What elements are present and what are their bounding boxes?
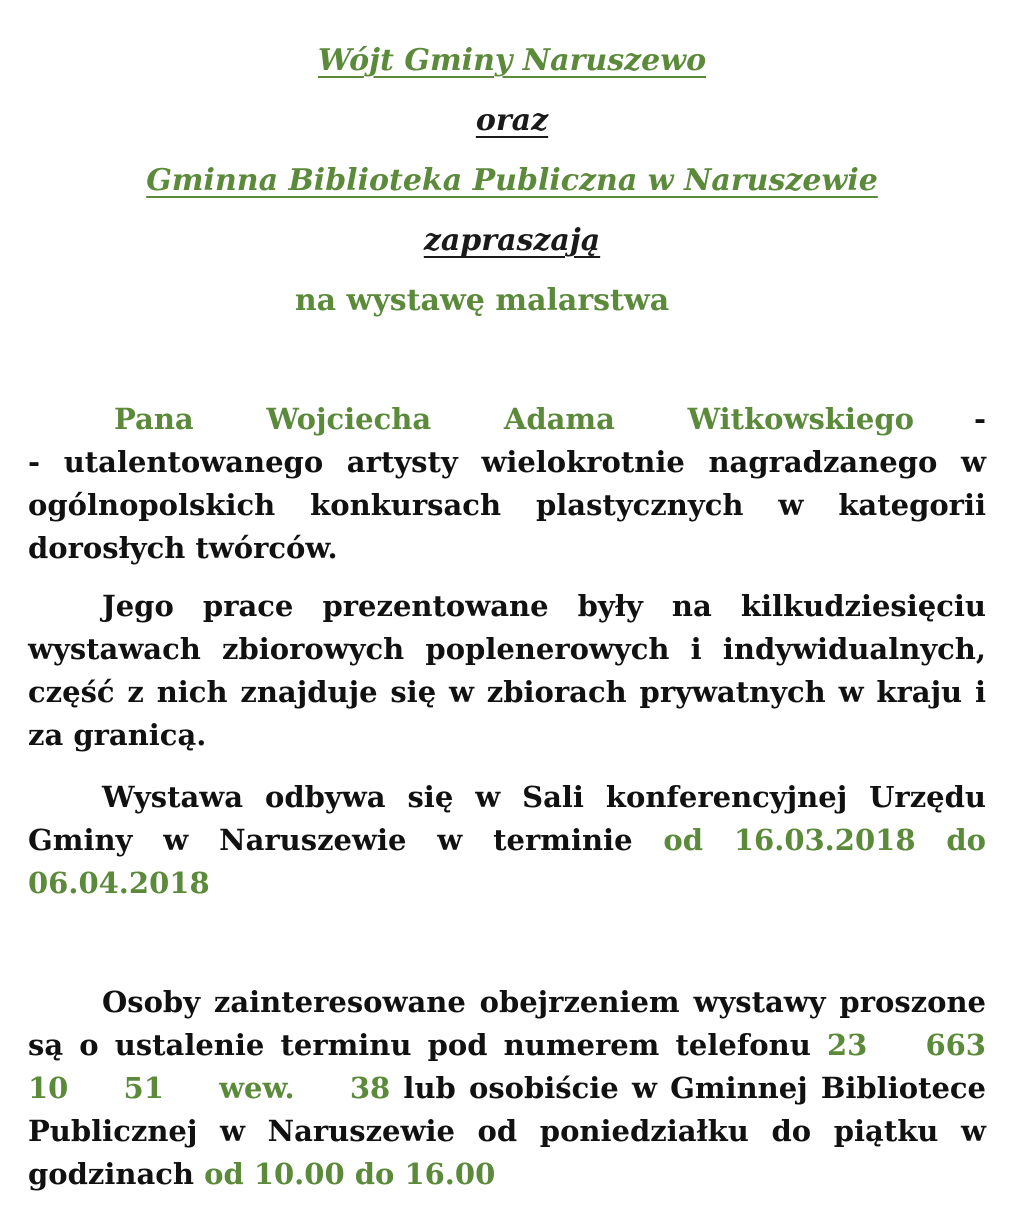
contact-text-middle: lub osobiście w Gminnej Bibliotece Publicznej w Naruszewie od poniedziałku do piątku w godzinach [28,1071,987,1191]
artist-paragraph [28,398,986,570]
artist-name: Pana Wojciecha Adama Witkowskiego [114,402,914,436]
artist-description: - utalentowanego artysty wielokrotnie nagradzanego w ogólnopolskich konkursach plastycznych w kategorii dorosłych twórców. [28,445,986,565]
header-exhibition-type: na wystawę malarstwa [294,283,670,318]
works-text: Jego prace prezentowane były na kilkudziesięciu wystawach zbiorowych poplenerowych i indywidualnych, część z nich znajduje się w zbiorach prywatnych w kraju i za granicą. [28,589,986,752]
header-invite: zapraszają [423,223,601,258]
header-library: Gminna Biblioteka Publiczna w Naruszewie [146,163,878,198]
artist-dash: - [973,402,986,436]
works-paragraph [28,585,986,757]
exhibition-text: Wystawa odbywa się w Sali konferencyjnej Urzędu Gminy w Naruszewie w terminie [28,780,986,857]
contact-hours: od 10.00 do 16.00 [204,1157,496,1191]
header-conjunction: oraz [475,103,549,138]
contact-phone: 23 663 10 51 wew. 38 [28,1028,986,1105]
exhibition-paragraph [28,776,986,905]
exhibition-dates: od 16.03.2018 do 06.04.2018 [28,823,986,900]
header-organizer: Wójt Gminy Naruszewo [317,43,707,78]
contact-paragraph [28,981,986,1196]
contact-text-before: Osoby zainteresowane obejrzeniem wystawy proszone są o ustalenie terminu pod numerem telefonu [28,985,986,1062]
